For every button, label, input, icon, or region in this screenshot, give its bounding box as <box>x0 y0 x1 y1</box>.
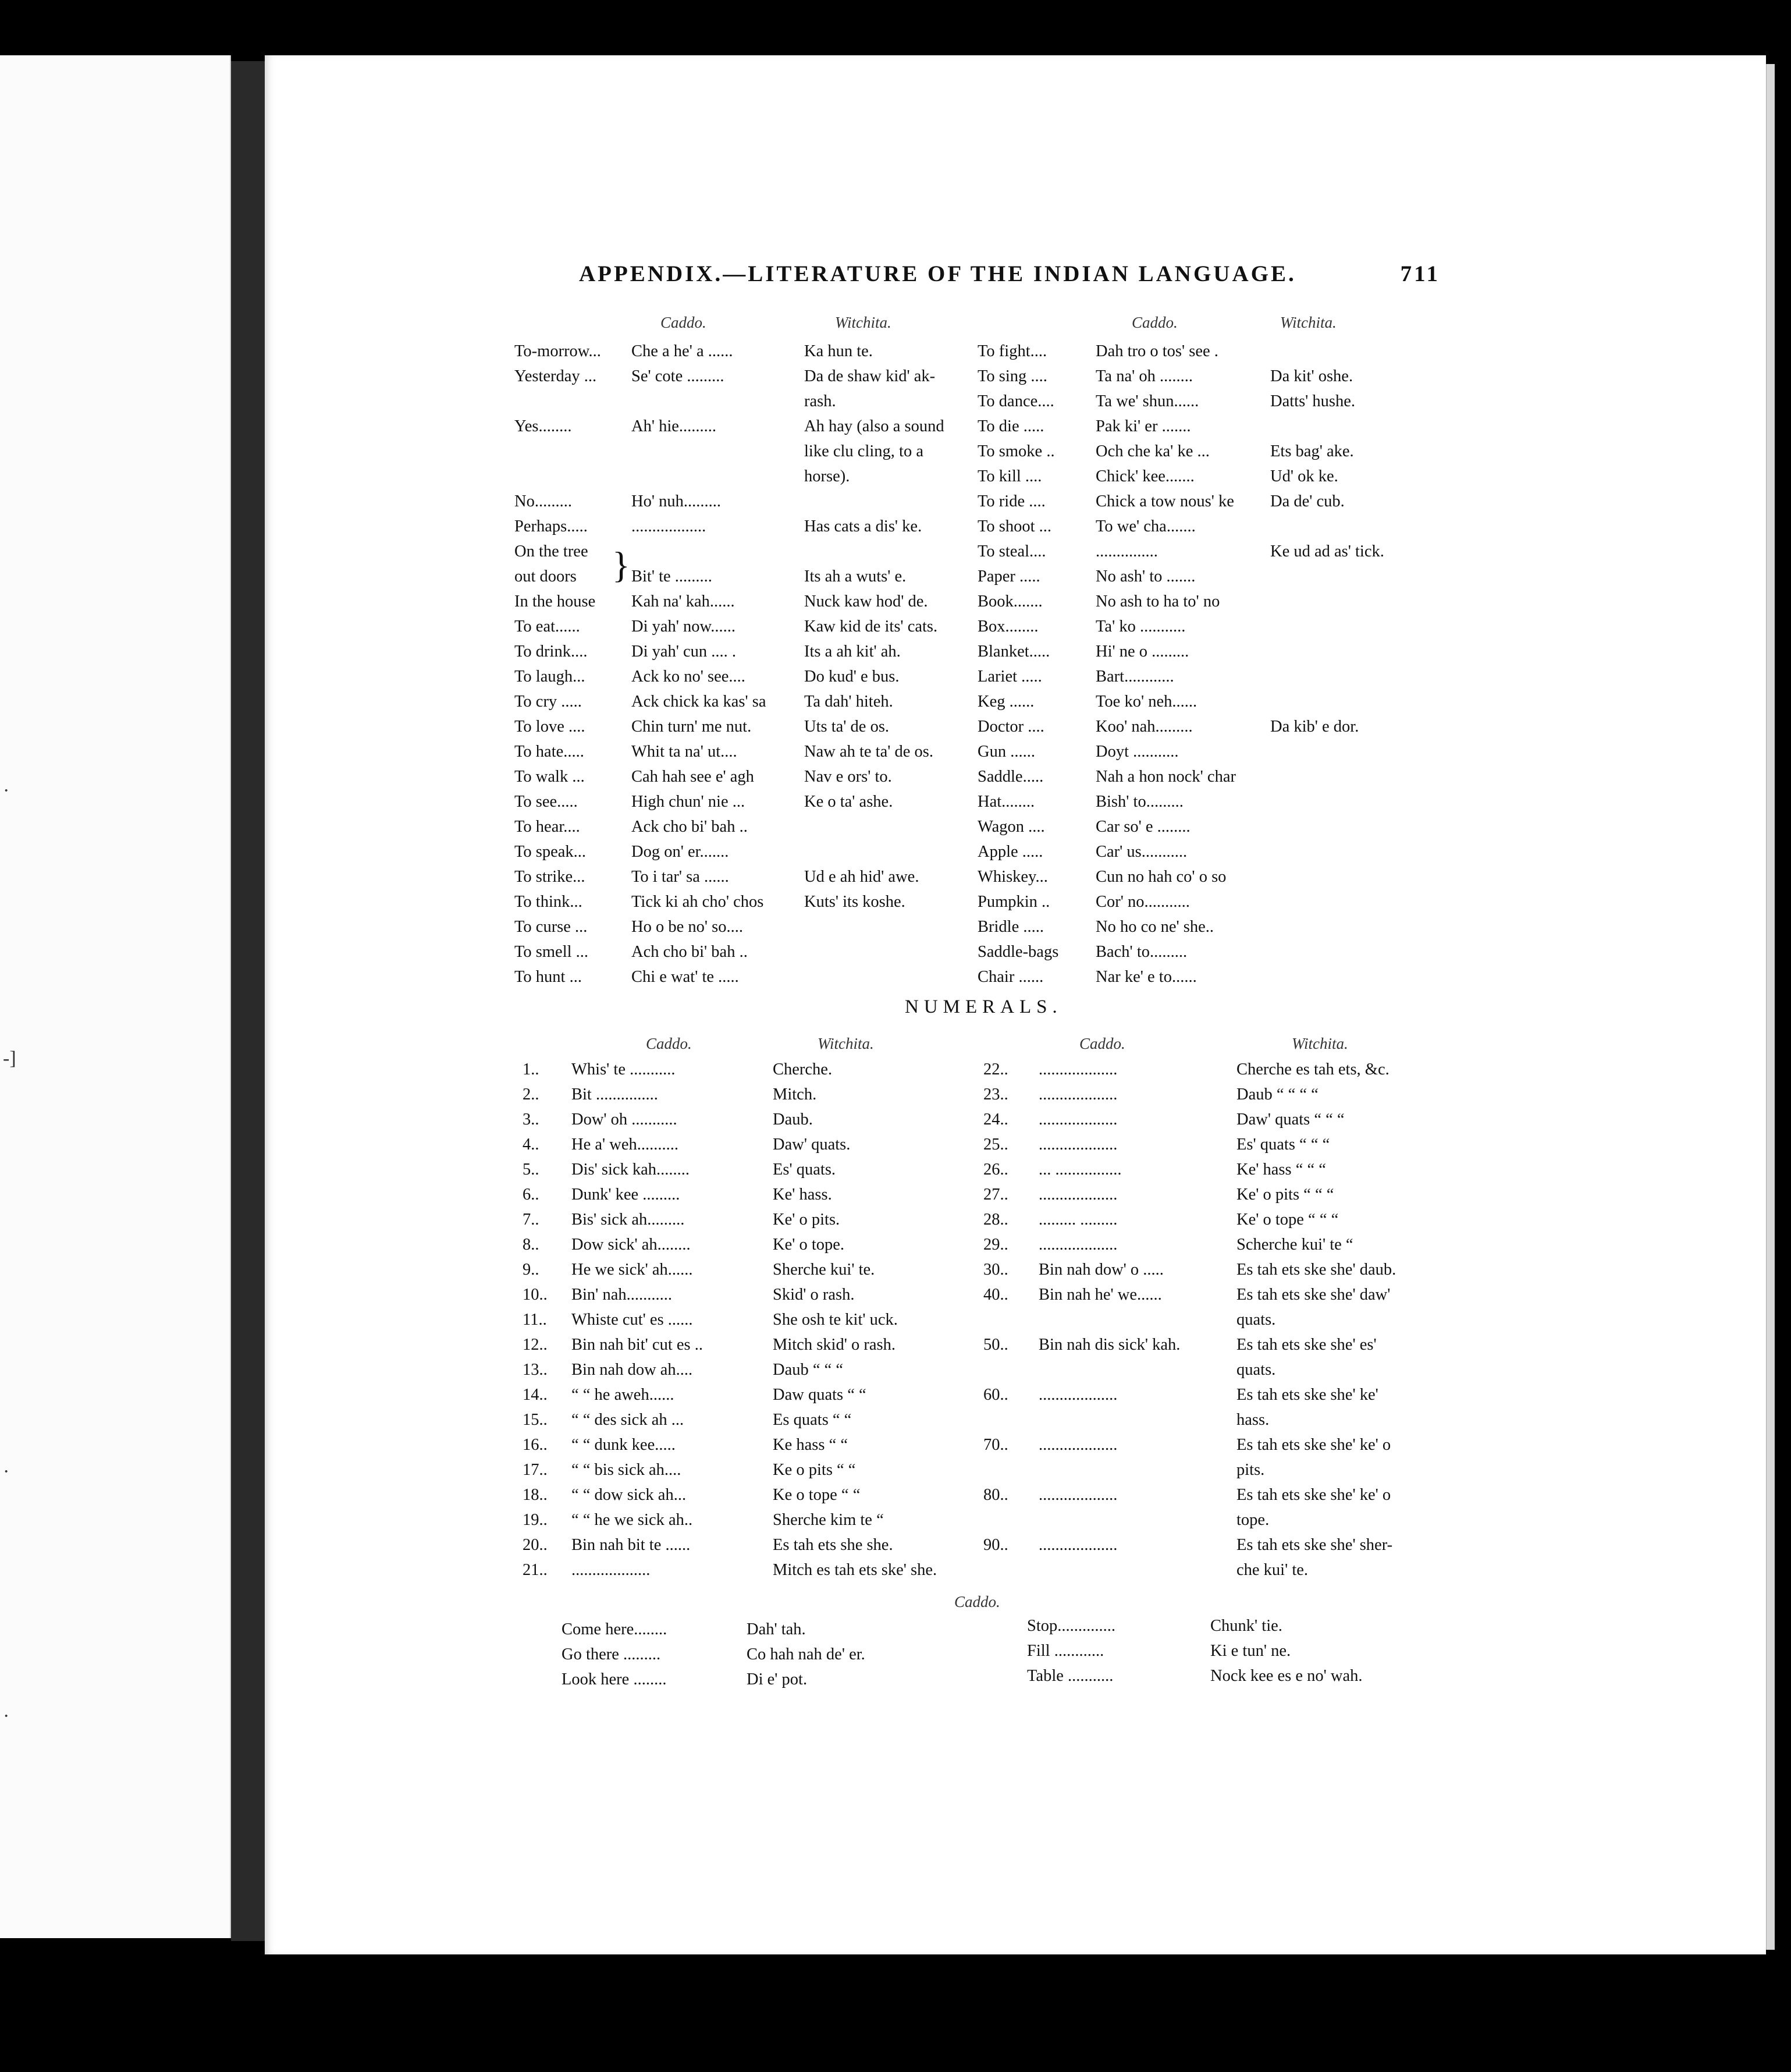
vocabulary-caddo-word: To i tar' sa ...... <box>631 868 729 886</box>
vocabulary-english-term: Chair ...... <box>978 968 1044 986</box>
numeral-witchita: quats. <box>1236 1311 1276 1329</box>
vocabulary-caddo-word: Hi' ne o ......... <box>1096 643 1189 661</box>
column-header-caddo: Caddo. <box>1132 314 1178 331</box>
numeral-number: 6.. <box>523 1186 539 1204</box>
vocabulary-english-term: To strike... <box>514 868 585 886</box>
vocabulary-english-term: To drink.... <box>514 643 588 661</box>
vocabulary-caddo-word: Di yah' now...... <box>631 618 736 636</box>
numeral-witchita: Ke' hass. <box>773 1186 832 1204</box>
column-header-witchita: Witchita. <box>1292 1035 1348 1052</box>
numeral-number: 16.. <box>523 1436 548 1454</box>
column-header-witchita: Witchita. <box>1280 314 1337 331</box>
numeral-caddo: Dunk' kee ......... <box>571 1186 680 1204</box>
vocabulary-witchita-word: Ah hay (also a sound <box>804 417 944 435</box>
vocabulary-english-term: To ride .... <box>978 492 1046 510</box>
facing-page-mark: · <box>3 780 10 801</box>
numeral-number: 3.. <box>523 1110 539 1129</box>
vocabulary-caddo-word: Chick' kee....... <box>1096 467 1195 485</box>
vocabulary-english-term: Keg ...... <box>978 693 1035 711</box>
vocabulary-english-term: Wagon .... <box>978 818 1045 836</box>
numeral-caddo: ................... <box>1039 1536 1118 1554</box>
vocabulary-english-term: Hat........ <box>978 793 1035 811</box>
vocabulary-caddo-word: Ack ko no' see.... <box>631 668 745 686</box>
numeral-number: 30.. <box>983 1261 1008 1279</box>
numeral-witchita: Ke' hass “ “ “ <box>1236 1161 1326 1179</box>
vocabulary-witchita-word: horse). <box>804 467 850 485</box>
numeral-witchita: Mitch es tah ets ske' she. <box>773 1561 937 1579</box>
numeral-witchita: Daw' quats. <box>773 1136 851 1154</box>
vocabulary-english-term: To hear.... <box>514 818 580 836</box>
phrase-caddo: Co hah nah de' er. <box>747 1645 865 1663</box>
phrase-caddo: Nock kee es e no' wah. <box>1210 1667 1363 1685</box>
numeral-number: 2.. <box>523 1085 539 1104</box>
vocabulary-caddo-word: Dah tro o tos' see . <box>1096 342 1218 360</box>
vocabulary-witchita-word: like clu cling, to a <box>804 442 923 460</box>
vocabulary-english-term: To smell ... <box>514 943 589 961</box>
numeral-witchita: Cherche es tah ets, &c. <box>1236 1060 1390 1078</box>
vocabulary-english-term: To steal.... <box>978 542 1046 560</box>
vocabulary-english-term: To cry ..... <box>514 693 582 711</box>
vocabulary-witchita-word: Ets bag' ake. <box>1270 442 1354 460</box>
vocabulary-caddo-word: Och che ka' ke ... <box>1096 442 1210 460</box>
numeral-number: 20.. <box>523 1536 548 1554</box>
book-gutter <box>231 61 266 1941</box>
numeral-witchita: Es tah ets ske she' es' <box>1236 1336 1377 1354</box>
numeral-number: 11.. <box>523 1311 547 1329</box>
vocabulary-witchita-word: Ud' ok ke. <box>1270 467 1338 485</box>
phrase-english: Go there ......... <box>562 1645 661 1663</box>
numeral-witchita: Ke' o pits “ “ “ <box>1236 1186 1334 1204</box>
numeral-number: 70.. <box>983 1436 1008 1454</box>
numeral-witchita: Ke' o pits. <box>773 1211 840 1229</box>
numeral-number: 18.. <box>523 1486 548 1504</box>
vocabulary-caddo-word: Chi e wat' te ..... <box>631 968 739 986</box>
numeral-witchita: Sherche kui' te. <box>773 1261 875 1279</box>
column-header-witchita: Witchita. <box>835 314 891 331</box>
vocabulary-english-term: In the house <box>514 592 596 611</box>
numeral-number: 4.. <box>523 1136 539 1154</box>
vocabulary-english-term: To eat...... <box>514 618 580 636</box>
numeral-caddo: ................... <box>1039 1486 1118 1504</box>
numeral-number: 7.. <box>523 1211 539 1229</box>
vocabulary-caddo-word: High chun' nie ... <box>631 793 745 811</box>
numeral-caddo: He a' weh.......... <box>571 1136 678 1154</box>
numeral-number: 19.. <box>523 1511 548 1529</box>
vocabulary-english-term: To see..... <box>514 793 578 811</box>
vocabulary-english-term: Bridle ..... <box>978 918 1044 936</box>
vocabulary-caddo-word: Cah hah see e' agh <box>631 768 754 786</box>
numeral-caddo: ................... <box>571 1561 651 1579</box>
vocabulary-english-term: To hunt ... <box>514 968 582 986</box>
vocabulary-english-term: To fight.... <box>978 342 1047 360</box>
vocabulary-english-term: To-morrow... <box>514 342 601 360</box>
vocabulary-caddo-word: Cun no hah co' o so <box>1096 868 1227 886</box>
numeral-caddo: “ “ dunk kee..... <box>571 1436 676 1454</box>
phrase-english: Stop.............. <box>1027 1617 1116 1635</box>
vocabulary-caddo-word: Ach cho bi' bah .. <box>631 943 748 961</box>
numeral-witchita: Es tah ets ske she' daw' <box>1236 1286 1391 1304</box>
vocabulary-caddo-word: Tick ki ah cho' chos <box>631 893 764 911</box>
numeral-witchita: Daw' quats “ “ “ <box>1236 1110 1345 1129</box>
vocabulary-caddo-word: Kah na' kah...... <box>631 592 735 611</box>
numeral-number: 40.. <box>983 1286 1008 1304</box>
vocabulary-caddo-word: Ho' nuh......... <box>631 492 721 510</box>
numeral-witchita: Daub “ “ “ <box>773 1361 844 1379</box>
phrase-caddo: Chunk' tie. <box>1210 1617 1282 1635</box>
vocabulary-english-term: Blanket..... <box>978 643 1050 661</box>
vocabulary-witchita-word: Da de' cub. <box>1270 492 1345 510</box>
vocabulary-english-term: out doors <box>514 567 577 586</box>
vocabulary-english-term: Pumpkin .. <box>978 893 1050 911</box>
numeral-number: 90.. <box>983 1536 1008 1554</box>
numeral-number: 24.. <box>983 1110 1008 1129</box>
page-stack-edge <box>1766 64 1775 1950</box>
numeral-witchita: Cherche. <box>773 1060 833 1078</box>
numeral-witchita: Ke hass “ “ <box>773 1436 848 1454</box>
numeral-caddo: “ “ he aweh...... <box>571 1386 674 1404</box>
numeral-caddo: Whis' te ........... <box>571 1060 676 1078</box>
numeral-witchita: Es tah ets ske she' ke' <box>1236 1386 1378 1404</box>
phrase-english: Look here ........ <box>562 1670 667 1688</box>
vocabulary-english-term: To laugh... <box>514 668 585 686</box>
vocabulary-english-term: To dance.... <box>978 392 1054 410</box>
vocabulary-witchita-word: Its a ah kit' ah. <box>804 643 901 661</box>
numeral-number: 28.. <box>983 1211 1008 1229</box>
vocabulary-english-term: To walk ... <box>514 768 585 786</box>
column-header-witchita: Witchita. <box>818 1035 874 1052</box>
phrase-english: Table ........... <box>1027 1667 1114 1685</box>
phrase-english: Come here........ <box>562 1620 667 1638</box>
vocabulary-witchita-word: Nav e ors' to. <box>804 768 892 786</box>
numeral-witchita: Mitch. <box>773 1085 817 1104</box>
numeral-witchita: Sherche kim te “ <box>773 1511 884 1529</box>
vocabulary-caddo-word: Chick a tow nous' ke <box>1096 492 1234 510</box>
vocabulary-witchita-word: Ud e ah hid' awe. <box>804 868 919 886</box>
numeral-caddo: ... ................ <box>1039 1161 1122 1179</box>
vocabulary-witchita-word: Ka hun te. <box>804 342 873 360</box>
numeral-caddo: ......... ......... <box>1039 1211 1118 1229</box>
column-header-caddo: Caddo. <box>1079 1035 1125 1052</box>
numeral-witchita: Mitch skid' o rash. <box>773 1336 896 1354</box>
phrase-caddo: Dah' tah. <box>747 1620 806 1638</box>
facing-page-mark: · <box>3 1461 10 1482</box>
phrase-caddo: Di e' pot. <box>747 1670 808 1688</box>
vocabulary-english-term: To sing .... <box>978 367 1047 385</box>
vocabulary-english-term: To speak... <box>514 843 587 861</box>
vocabulary-caddo-word: Bach' to......... <box>1096 943 1188 961</box>
numeral-caddo: Bin nah bit te ...... <box>571 1536 691 1554</box>
vocabulary-english-term: Yes........ <box>514 417 572 435</box>
vocabulary-caddo-word: Whit ta na' ut.... <box>631 743 737 761</box>
vocabulary-caddo-word: To we' cha....... <box>1096 517 1196 535</box>
vocabulary-english-term: To love .... <box>514 718 585 736</box>
numeral-number: 17.. <box>523 1461 548 1479</box>
vocabulary-witchita-word: Has cats a dis' ke. <box>804 517 922 535</box>
vocabulary-english-term: Apple ..... <box>978 843 1043 861</box>
vocabulary-caddo-word: No ash' to ....... <box>1096 567 1196 586</box>
vocabulary-caddo-word: Se' cote ......... <box>631 367 724 385</box>
vocabulary-caddo-word: Ah' hie......... <box>631 417 717 435</box>
numeral-caddo: Bin nah bit' cut es .. <box>571 1336 703 1354</box>
vocabulary-english-term: Paper ..... <box>978 567 1040 586</box>
numeral-number: 50.. <box>983 1336 1008 1354</box>
numeral-caddo: ................... <box>1039 1110 1118 1129</box>
numeral-caddo: “ “ he we sick ah.. <box>571 1511 693 1529</box>
numeral-witchita: tope. <box>1236 1511 1270 1529</box>
vocabulary-english-term: To die ..... <box>978 417 1044 435</box>
numeral-witchita: Daw quats “ “ <box>773 1386 866 1404</box>
vocabulary-caddo-word: Doyt ........... <box>1096 743 1179 761</box>
vocabulary-caddo-word: Bart............ <box>1096 668 1174 686</box>
vocabulary-english-term: No......... <box>514 492 572 510</box>
vocabulary-witchita-word: Ke o ta' ashe. <box>804 793 893 811</box>
numeral-caddo: ................... <box>1039 1186 1118 1204</box>
numeral-witchita: pits. <box>1236 1461 1265 1479</box>
vocabulary-caddo-word: Koo' nah......... <box>1096 718 1193 736</box>
numeral-witchita: Ke' o tope “ “ “ <box>1236 1211 1339 1229</box>
facing-page-mark: -] <box>3 1048 16 1069</box>
page-number: 711 <box>1400 261 1440 286</box>
numeral-witchita: Ke o pits “ “ <box>773 1461 856 1479</box>
numeral-number: 14.. <box>523 1386 548 1404</box>
phrases-header: Caddo. <box>954 1593 1000 1610</box>
numeral-witchita: Es tah ets ske she' sher- <box>1236 1536 1393 1554</box>
numeral-number: 27.. <box>983 1186 1008 1204</box>
running-head <box>579 261 1440 287</box>
numeral-number: 8.. <box>523 1236 539 1254</box>
numeral-caddo: Dis' sick kah........ <box>571 1161 690 1179</box>
vocabulary-caddo-word: Ack chick ka kas' sa <box>631 693 766 711</box>
numeral-witchita: che kui' te. <box>1236 1561 1309 1579</box>
numeral-witchita: quats. <box>1236 1361 1276 1379</box>
vocabulary-caddo-word: Chin turn' me nut. <box>631 718 752 736</box>
vocabulary-caddo-word: Di yah' cun .... . <box>631 643 737 661</box>
numeral-witchita: Es tah ets she she. <box>773 1536 893 1554</box>
numeral-witchita: Es tah ets ske she' ke' o <box>1236 1436 1391 1454</box>
numeral-caddo: Bin' nah........... <box>571 1286 672 1304</box>
numeral-number: 21.. <box>523 1561 548 1579</box>
numeral-number: 5.. <box>523 1161 539 1179</box>
numerals-title: NUMERALS. <box>905 996 1062 1017</box>
vocabulary-english-term: Perhaps..... <box>514 517 588 535</box>
numeral-caddo: Bin nah dow ah.... <box>571 1361 693 1379</box>
vocabulary-english-term: To curse ... <box>514 918 588 936</box>
vocabulary-witchita-word: Da de shaw kid' ak- <box>804 367 936 385</box>
vocabulary-caddo-word: .................. <box>631 517 706 535</box>
numeral-number: 12.. <box>523 1336 548 1354</box>
vocabulary-witchita-word: Ta dah' hiteh. <box>804 693 893 711</box>
vocabulary-witchita-word: Naw ah te ta' de os. <box>804 743 933 761</box>
vocabulary-caddo-word: Toe ko' neh...... <box>1096 693 1197 711</box>
column-header-caddo: Caddo. <box>660 314 706 331</box>
vocabulary-witchita-word: rash. <box>804 392 836 410</box>
numeral-caddo: ................... <box>1039 1436 1118 1454</box>
vocabulary-english-term: Gun ...... <box>978 743 1035 761</box>
vocabulary-caddo-word: Car so' e ........ <box>1096 818 1191 836</box>
vocabulary-english-term: Box........ <box>978 618 1039 636</box>
numeral-number: 23.. <box>983 1085 1008 1104</box>
numeral-caddo: Bit ............... <box>571 1085 658 1104</box>
vocabulary-witchita-word: Kaw kid de its' cats. <box>804 618 938 636</box>
numeral-witchita: Ke' o tope. <box>773 1236 845 1254</box>
numeral-witchita: Es' quats “ “ “ <box>1236 1136 1330 1154</box>
numeral-number: 29.. <box>983 1236 1008 1254</box>
numeral-number: 25.. <box>983 1136 1008 1154</box>
numeral-witchita: Es' quats. <box>773 1161 836 1179</box>
vocabulary-caddo-word: Nar ke' e to...... <box>1096 968 1197 986</box>
numeral-caddo: ................... <box>1039 1386 1118 1404</box>
numeral-caddo: ................... <box>1039 1136 1118 1154</box>
facing-page-edge <box>0 55 231 1938</box>
vocabulary-caddo-word: Bish' to......... <box>1096 793 1184 811</box>
vocabulary-english-term: Yesterday ... <box>514 367 597 385</box>
numeral-caddo: Bis' sick ah......... <box>571 1211 685 1229</box>
vocabulary-caddo-word: Nah a hon nock' char <box>1096 768 1236 786</box>
numeral-caddo: Whiste cut' es ...... <box>571 1311 693 1329</box>
vocabulary-witchita-word: Its ah a wuts' e. <box>804 567 907 586</box>
vocabulary-caddo-word: Che a he' a ...... <box>631 342 733 360</box>
numeral-number: 60.. <box>983 1386 1008 1404</box>
vocabulary-caddo-word: Bit' te ......... <box>631 567 712 586</box>
vocabulary-witchita-word: Datts' hushe. <box>1270 392 1356 410</box>
numeral-witchita: hass. <box>1236 1411 1270 1429</box>
vocabulary-caddo-word: Car' us........... <box>1096 843 1188 861</box>
vocabulary-caddo-word: Ta' ko ........... <box>1096 618 1186 636</box>
numeral-caddo: Dow sick' ah........ <box>571 1236 691 1254</box>
numeral-caddo: “ “ bis sick ah.... <box>571 1461 681 1479</box>
numeral-witchita: Es tah ets ske she' ke' o <box>1236 1486 1391 1504</box>
numeral-witchita: Scherche kui' te “ <box>1236 1236 1353 1254</box>
vocabulary-witchita-word: Kuts' its koshe. <box>804 893 905 911</box>
vocabulary-english-term: To kill .... <box>978 467 1042 485</box>
vocabulary-caddo-word: Ta na' oh ........ <box>1096 367 1193 385</box>
vocabulary-witchita-word: Da kib' e dor. <box>1270 718 1359 736</box>
vocabulary-english-term: Book....... <box>978 592 1043 611</box>
vocabulary-english-term: Doctor .... <box>978 718 1044 736</box>
vocabulary-english-term: Whiskey... <box>978 868 1048 886</box>
numeral-caddo: He we sick' ah...... <box>571 1261 693 1279</box>
vocabulary-witchita-word: Do kud' e bus. <box>804 668 900 686</box>
numeral-witchita: She osh te kit' uck. <box>773 1311 898 1329</box>
phrase-caddo: Ki e tun' ne. <box>1210 1642 1291 1660</box>
numeral-caddo: Bin nah dow' o ..... <box>1039 1261 1164 1279</box>
vocabulary-witchita-word: Ke ud ad as' tick. <box>1270 542 1384 560</box>
numeral-witchita: Daub. <box>773 1110 813 1129</box>
numeral-number: 10.. <box>523 1286 548 1304</box>
column-header-caddo: Caddo. <box>646 1035 692 1052</box>
numeral-number: 1.. <box>523 1060 539 1078</box>
vocabulary-english-term: To smoke .. <box>978 442 1055 460</box>
vocabulary-english-term: Saddle..... <box>978 768 1044 786</box>
vocabulary-english-term: On the tree <box>514 542 588 560</box>
numeral-caddo: ................... <box>1039 1085 1118 1104</box>
numeral-caddo: “ “ des sick ah ... <box>571 1411 684 1429</box>
numeral-caddo: Bin nah dis sick' kah. <box>1039 1336 1181 1354</box>
numeral-caddo: ................... <box>1039 1060 1118 1078</box>
vocabulary-caddo-word: Ack cho bi' bah .. <box>631 818 748 836</box>
vocabulary-caddo-word: Dog on' er....... <box>631 843 729 861</box>
numeral-witchita: Skid' o rash. <box>773 1286 855 1304</box>
numeral-number: 9.. <box>523 1261 539 1279</box>
numeral-witchita: Daub “ “ “ “ <box>1236 1085 1319 1104</box>
numeral-caddo: ................... <box>1039 1236 1118 1254</box>
vocabulary-caddo-word: No ash to ha to' no <box>1096 592 1220 611</box>
numeral-caddo: Dow' oh ........... <box>571 1110 677 1129</box>
vocabulary-witchita-word: Da kit' oshe. <box>1270 367 1353 385</box>
numeral-caddo: “ “ dow sick ah... <box>571 1486 687 1504</box>
numeral-number: 26.. <box>983 1161 1008 1179</box>
numeral-number: 22.. <box>983 1060 1008 1078</box>
vocabulary-english-term: Lariet ..... <box>978 668 1042 686</box>
numeral-number: 13.. <box>523 1361 548 1379</box>
phrase-english: Fill ............ <box>1027 1642 1104 1660</box>
vocabulary-caddo-word: ............... <box>1096 542 1158 560</box>
numeral-number: 15.. <box>523 1411 548 1429</box>
vocabulary-witchita-word: Nuck kaw hod' de. <box>804 592 928 611</box>
vocabulary-caddo-word: Ho o be no' so.... <box>631 918 743 936</box>
numeral-caddo: Bin nah he' we...... <box>1039 1286 1162 1304</box>
vocabulary-caddo-word: Cor' no........... <box>1096 893 1190 911</box>
vocabulary-caddo-word: Pak ki' er ....... <box>1096 417 1191 435</box>
vocabulary-english-term: To think... <box>514 893 582 911</box>
numeral-witchita: Es quats “ “ <box>773 1411 852 1429</box>
vocabulary-caddo-word: Ta we' shun...... <box>1096 392 1199 410</box>
running-title: APPENDIX.—LITERATURE OF THE INDIAN LANGUAGE. <box>579 261 1296 286</box>
vocabulary-witchita-word: Uts ta' de os. <box>804 718 890 736</box>
numeral-witchita: Ke o tope “ “ <box>773 1486 861 1504</box>
numeral-number: 80.. <box>983 1486 1008 1504</box>
vocabulary-english-term: To hate..... <box>514 743 584 761</box>
vocabulary-english-term: To shoot ... <box>978 517 1052 535</box>
vocabulary-english-term: Saddle-bags <box>978 943 1059 961</box>
numeral-witchita: Es tah ets ske she' daub. <box>1236 1261 1396 1279</box>
facing-page-mark: · <box>3 1705 10 1727</box>
brace-mark: } <box>612 544 630 586</box>
vocabulary-caddo-word: No ho co ne' she.. <box>1096 918 1214 936</box>
